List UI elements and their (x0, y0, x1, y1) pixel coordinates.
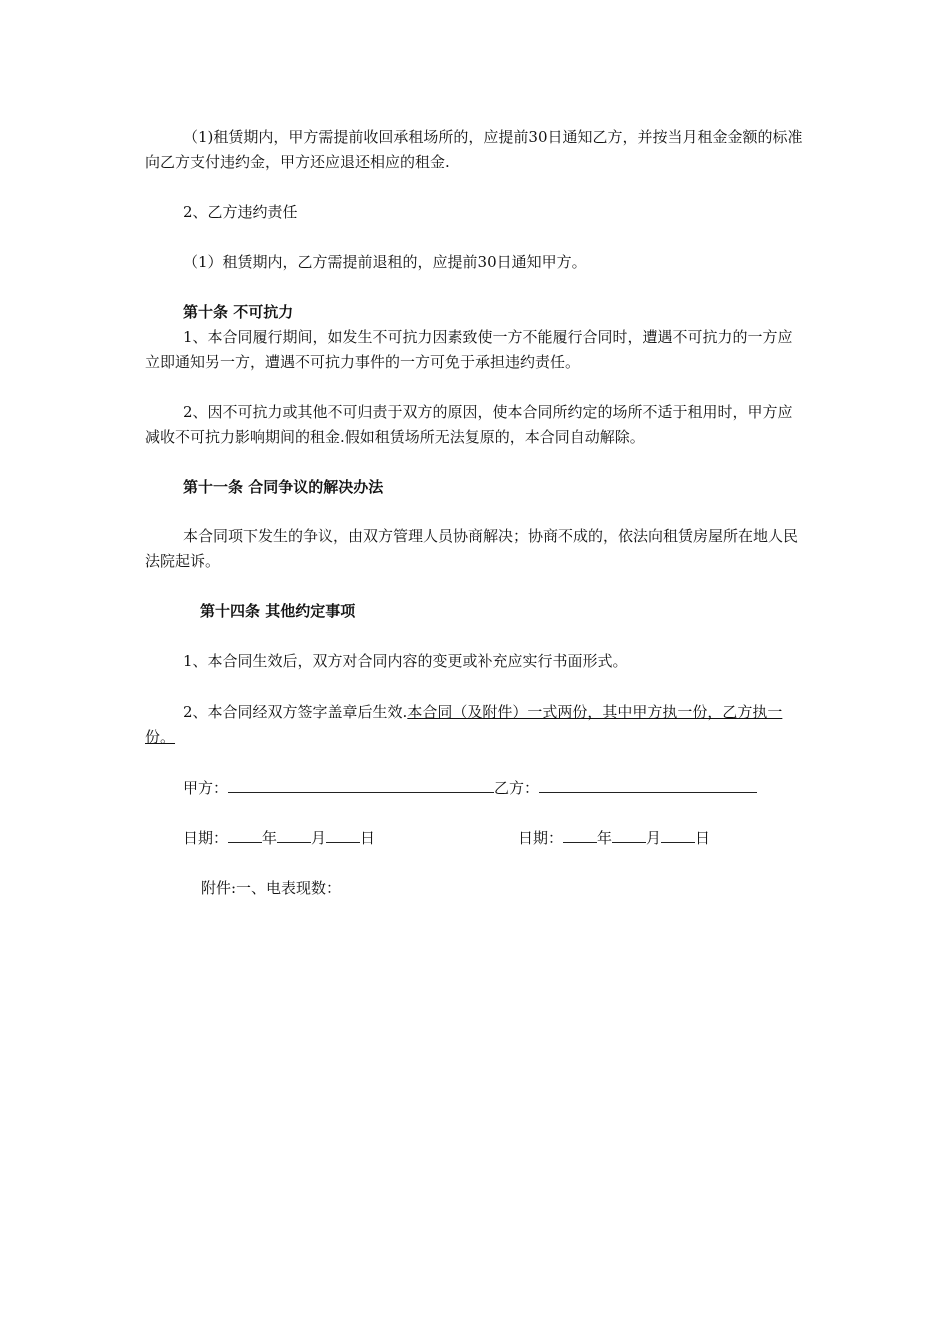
article-11-heading: 第十一条 合同争议的解决办法 (183, 478, 384, 496)
paragraph-lessee-early-termination: （1）租赁期内，乙方需提前退租的，应提前30日通知甲方。 (183, 253, 587, 271)
paragraph-force-majeure-2: 2、因不可抗力或其他不可归责于双方的原因，使本合同所约定的场所不适于租用时，甲方应减收不可抗力影响期间的租金.假如租赁场所无法复原的，本合同自动解除。 (145, 403, 793, 446)
paragraph-force-majeure-1: 1、本合同履行期间，如发生不可抗力因素致使一方不能履行合同时，遭遇不可抗力的一方应立即通知另一方，遭遇不可抗力事件的一方可免于承担违约责任。 (145, 328, 793, 371)
attachment-line: 附件:一、电表现数： (201, 879, 342, 897)
party-b-date-line: 日期： 年 月 日 (518, 825, 710, 851)
copies-clause: 本合同（及附件）一式两份，其中甲方执一份，乙方执一份。 (145, 703, 783, 746)
party-a-signature-line: 甲方： 乙方： (183, 775, 757, 801)
paragraph-dispute-resolution: 本合同项下发生的争议，由双方管理人员协商解决；协商不成的，依法向租赁房屋所在地人民法院起诉。 (145, 527, 799, 570)
article-10-heading: 第十条 不可抗力 (183, 303, 294, 321)
article-14-heading: 第十四条 其他约定事项 (200, 602, 356, 620)
party-a-blank (228, 775, 494, 793)
paragraph-lessor-breach: （1)租赁期内，甲方需提前收回承租场所的，应提前30日通知乙方，并按当月租金金额的标准向乙方支付违约金，甲方还应退还相应的租金. (145, 128, 803, 171)
party-a-date-line: 日期： 年 月 日 (183, 825, 375, 851)
party-b-blank (539, 775, 757, 793)
paragraph-other-matters-1: 1、本合同生效后，双方对合同内容的变更或补充应实行书面形式。 (183, 652, 628, 670)
paragraph-lessee-breach-heading: 2、乙方违约责任 (183, 203, 298, 221)
paragraph-other-matters-2: 2、本合同经双方签字盖章后生效.本合同（及附件）一式两份，其中甲方执一份，乙方执一份。 (145, 703, 783, 746)
